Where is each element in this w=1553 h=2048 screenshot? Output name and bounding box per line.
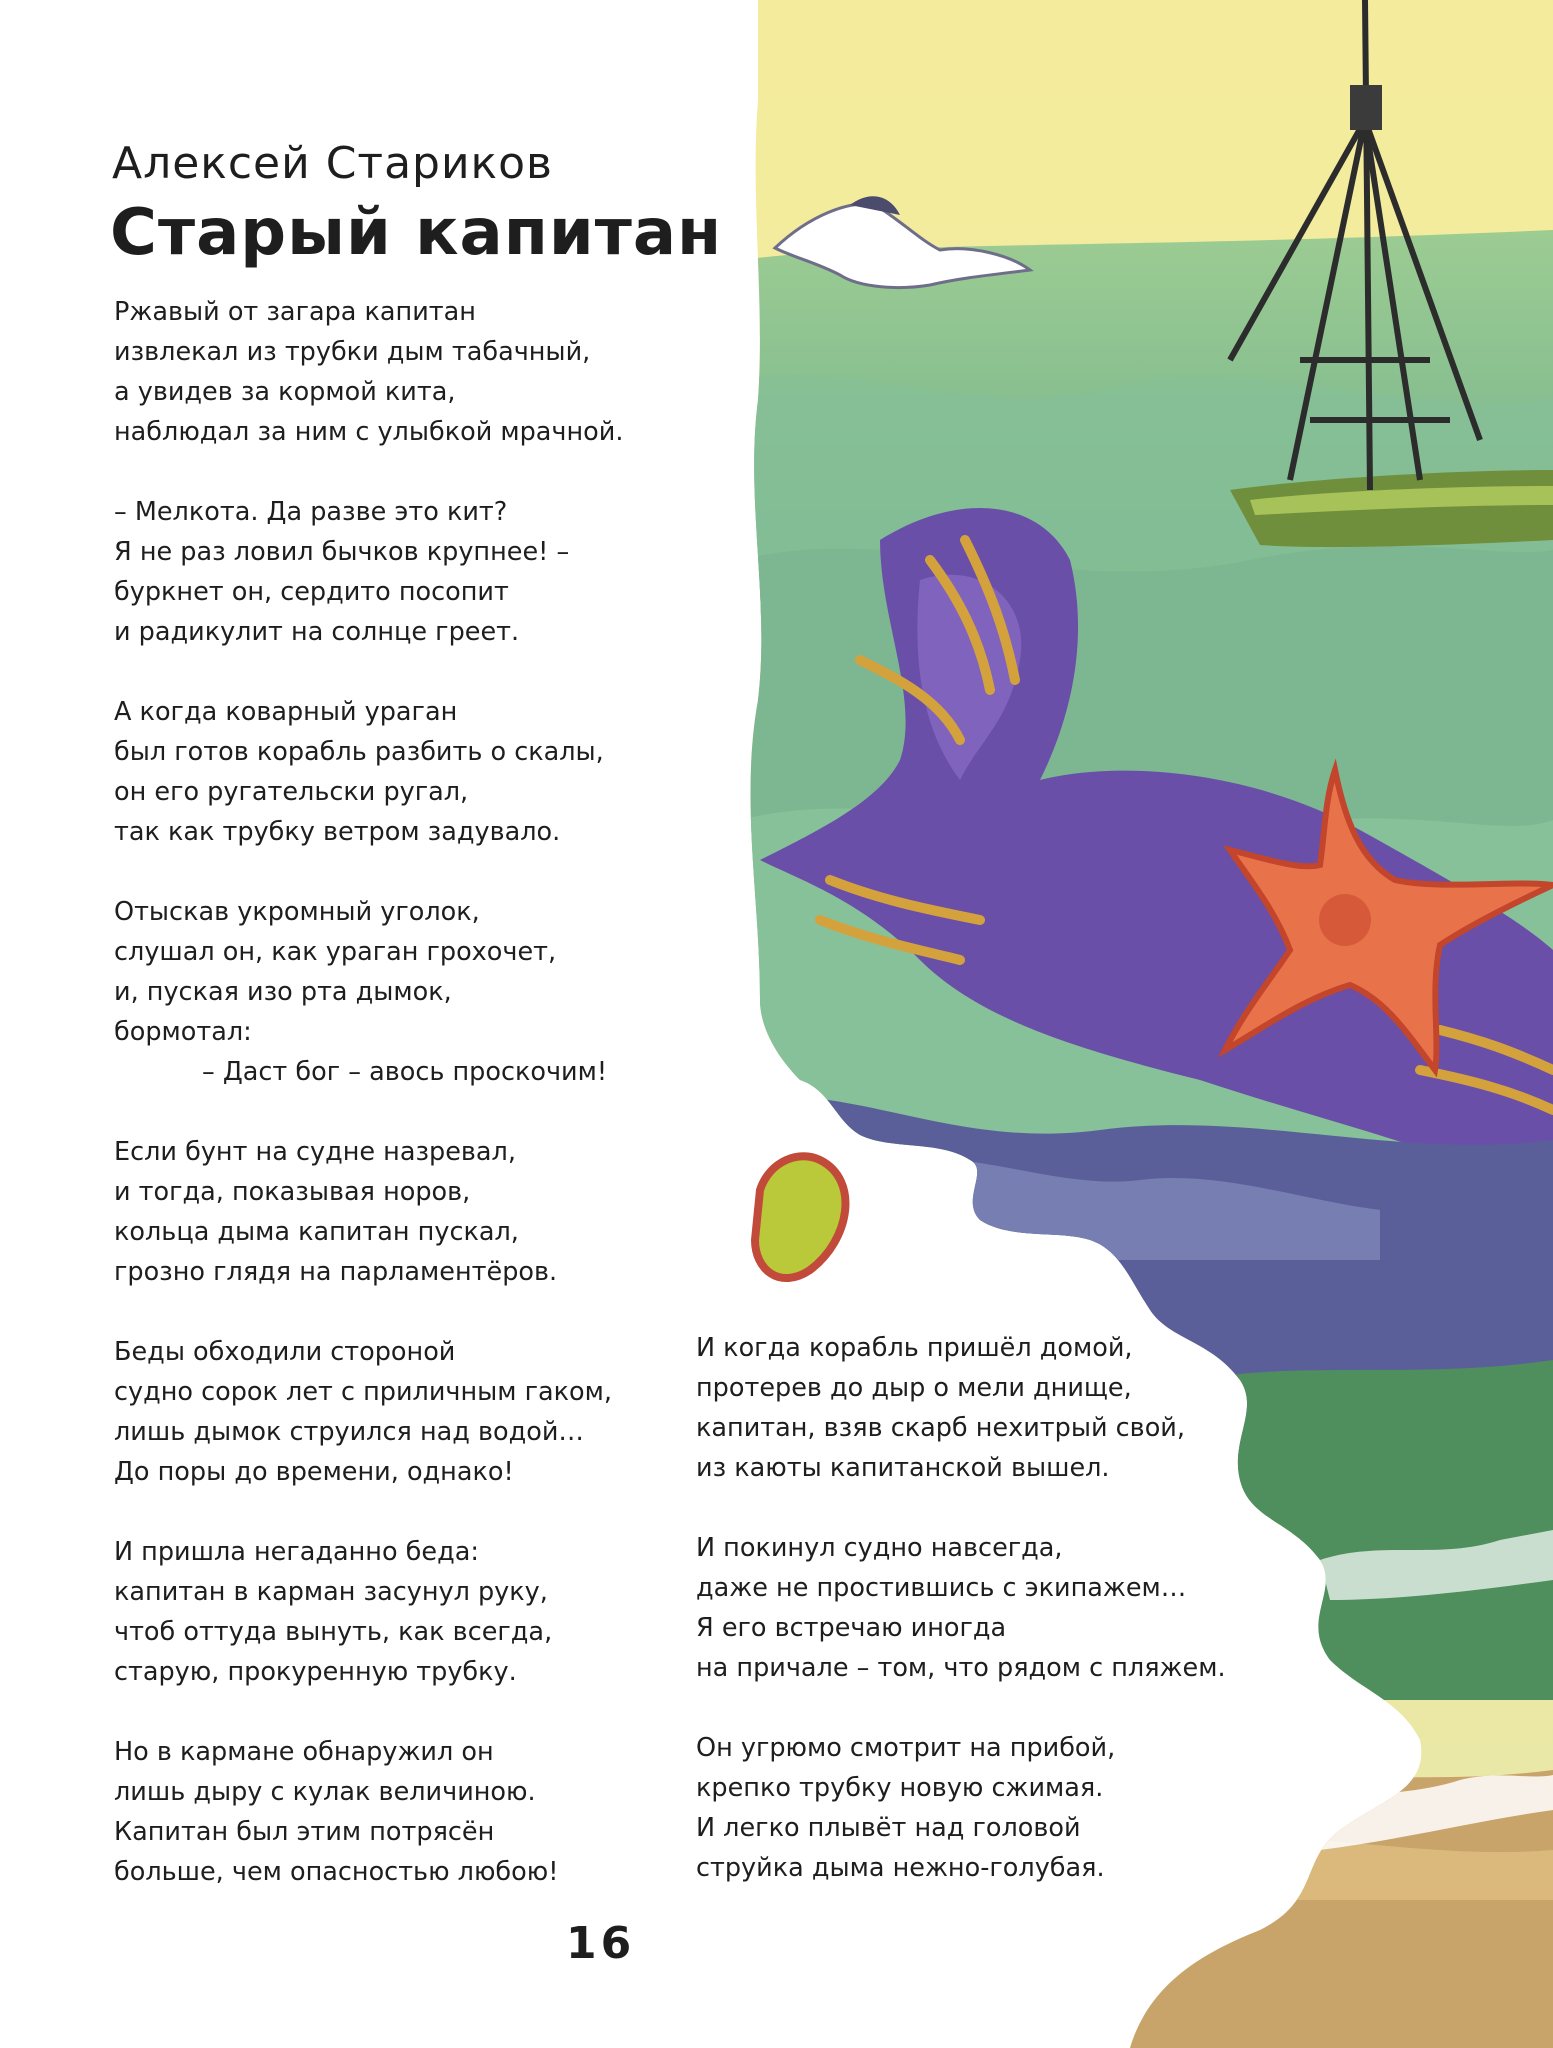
- poem-line: бормотал:: [114, 1017, 252, 1047]
- poem-line: Ржавый от загара капитан: [114, 297, 476, 327]
- poem-line: из каюты капитанской вышел.: [696, 1453, 1110, 1483]
- poem-line: больше, чем опасностью любою!: [114, 1857, 559, 1887]
- poem-line: буркнет он, сердито посопит: [114, 577, 509, 607]
- stanza: [696, 1528, 1226, 1688]
- stanza: [114, 692, 623, 852]
- poem-line: Капитан был этим потрясён: [114, 1817, 495, 1847]
- shell-icon: [755, 1156, 845, 1278]
- poem-line: даже не простившись с экипажем…: [696, 1573, 1187, 1603]
- poem-line: – Даст бог – авось проскочим!: [202, 1057, 608, 1087]
- stanza: [114, 492, 623, 652]
- poem-line: – Мелкота. Да разве это кит?: [114, 497, 508, 527]
- poem-line: струйка дыма нежно-голубая.: [696, 1853, 1105, 1883]
- poem-line: наблюдал за ним с улыбкой мрачной.: [114, 417, 624, 447]
- poem-line: А когда коварный ураган: [114, 697, 458, 727]
- poem-line: и, пуская изо рта дымок,: [114, 977, 452, 1007]
- poem-line: И легко плывёт над головой: [696, 1813, 1081, 1843]
- poem-line: лишь дымок струился над водой…: [114, 1417, 584, 1447]
- poem-line: чтоб оттуда вынуть, как всегда,: [114, 1617, 553, 1647]
- poem-line: И когда корабль пришёл домой,: [696, 1333, 1133, 1363]
- poem-line: Я его встречаю иногда: [696, 1613, 1007, 1643]
- poem-line: слушал он, как ураган грохочет,: [114, 937, 557, 967]
- poem-line: был готов корабль разбить о скалы,: [114, 737, 604, 767]
- poem-line: Отыскав укромный уголок,: [114, 897, 480, 927]
- poem-left-column: [114, 292, 623, 1932]
- poem-line: капитан в карман засунул руку,: [114, 1577, 548, 1607]
- poem-title: Старый капитан: [110, 196, 723, 270]
- poem-line: лишь дыру с кулак величиною.: [114, 1777, 536, 1807]
- poem-line: грозно глядя на парламентёров.: [114, 1257, 558, 1287]
- stanza: [114, 292, 623, 452]
- poem-line: так как трубку ветром задувало.: [114, 817, 561, 847]
- poem-line: он его ругательски ругал,: [114, 777, 469, 807]
- poem-line: и радикулит на солнце греет.: [114, 617, 520, 647]
- stanza: [114, 1732, 623, 1892]
- poem-line: на причале – том, что рядом с пляжем.: [696, 1653, 1226, 1683]
- poem-line: извлекал из трубки дым табачный,: [114, 337, 591, 367]
- stanza: [114, 1532, 623, 1692]
- stanza: [114, 1332, 623, 1492]
- poem-line: И покинул судно навсегда,: [696, 1533, 1063, 1563]
- poem-line: крепко трубку новую сжимая.: [696, 1773, 1104, 1803]
- stanza: [114, 892, 623, 1092]
- poem-line: кольца дыма капитан пускал,: [114, 1217, 519, 1247]
- page-number: 16: [566, 1918, 636, 1969]
- stanza: [696, 1328, 1226, 1488]
- poem-line: старую, прокуренную трубку.: [114, 1657, 517, 1687]
- poem-line: и тогда, показывая норов,: [114, 1177, 471, 1207]
- poem-line: Если бунт на судне назревал,: [114, 1137, 516, 1167]
- poem-line: протерев до дыр о мели днище,: [696, 1373, 1132, 1403]
- poem-line: До поры до времени, однако!: [114, 1457, 514, 1487]
- stanza: [114, 1132, 623, 1292]
- poem-line: Но в кармане обнаружил он: [114, 1737, 494, 1767]
- poem-line: капитан, взяв скарб нехитрый свой,: [696, 1413, 1185, 1443]
- poem-line: а увидев за кормой кита,: [114, 377, 456, 407]
- author-name: Алексей Стариков: [112, 138, 553, 189]
- poem-line: судно сорок лет с приличным гаком,: [114, 1377, 612, 1407]
- poem-line: И пришла негаданно беда:: [114, 1537, 479, 1567]
- stanza: [696, 1728, 1226, 1888]
- poem-right-column: [696, 1328, 1226, 1928]
- poem-line: Я не раз ловил бычков крупнее! –: [114, 537, 570, 567]
- poem-line: Он угрюмо смотрит на прибой,: [696, 1733, 1116, 1763]
- poem-line: Беды обходили стороной: [114, 1337, 456, 1367]
